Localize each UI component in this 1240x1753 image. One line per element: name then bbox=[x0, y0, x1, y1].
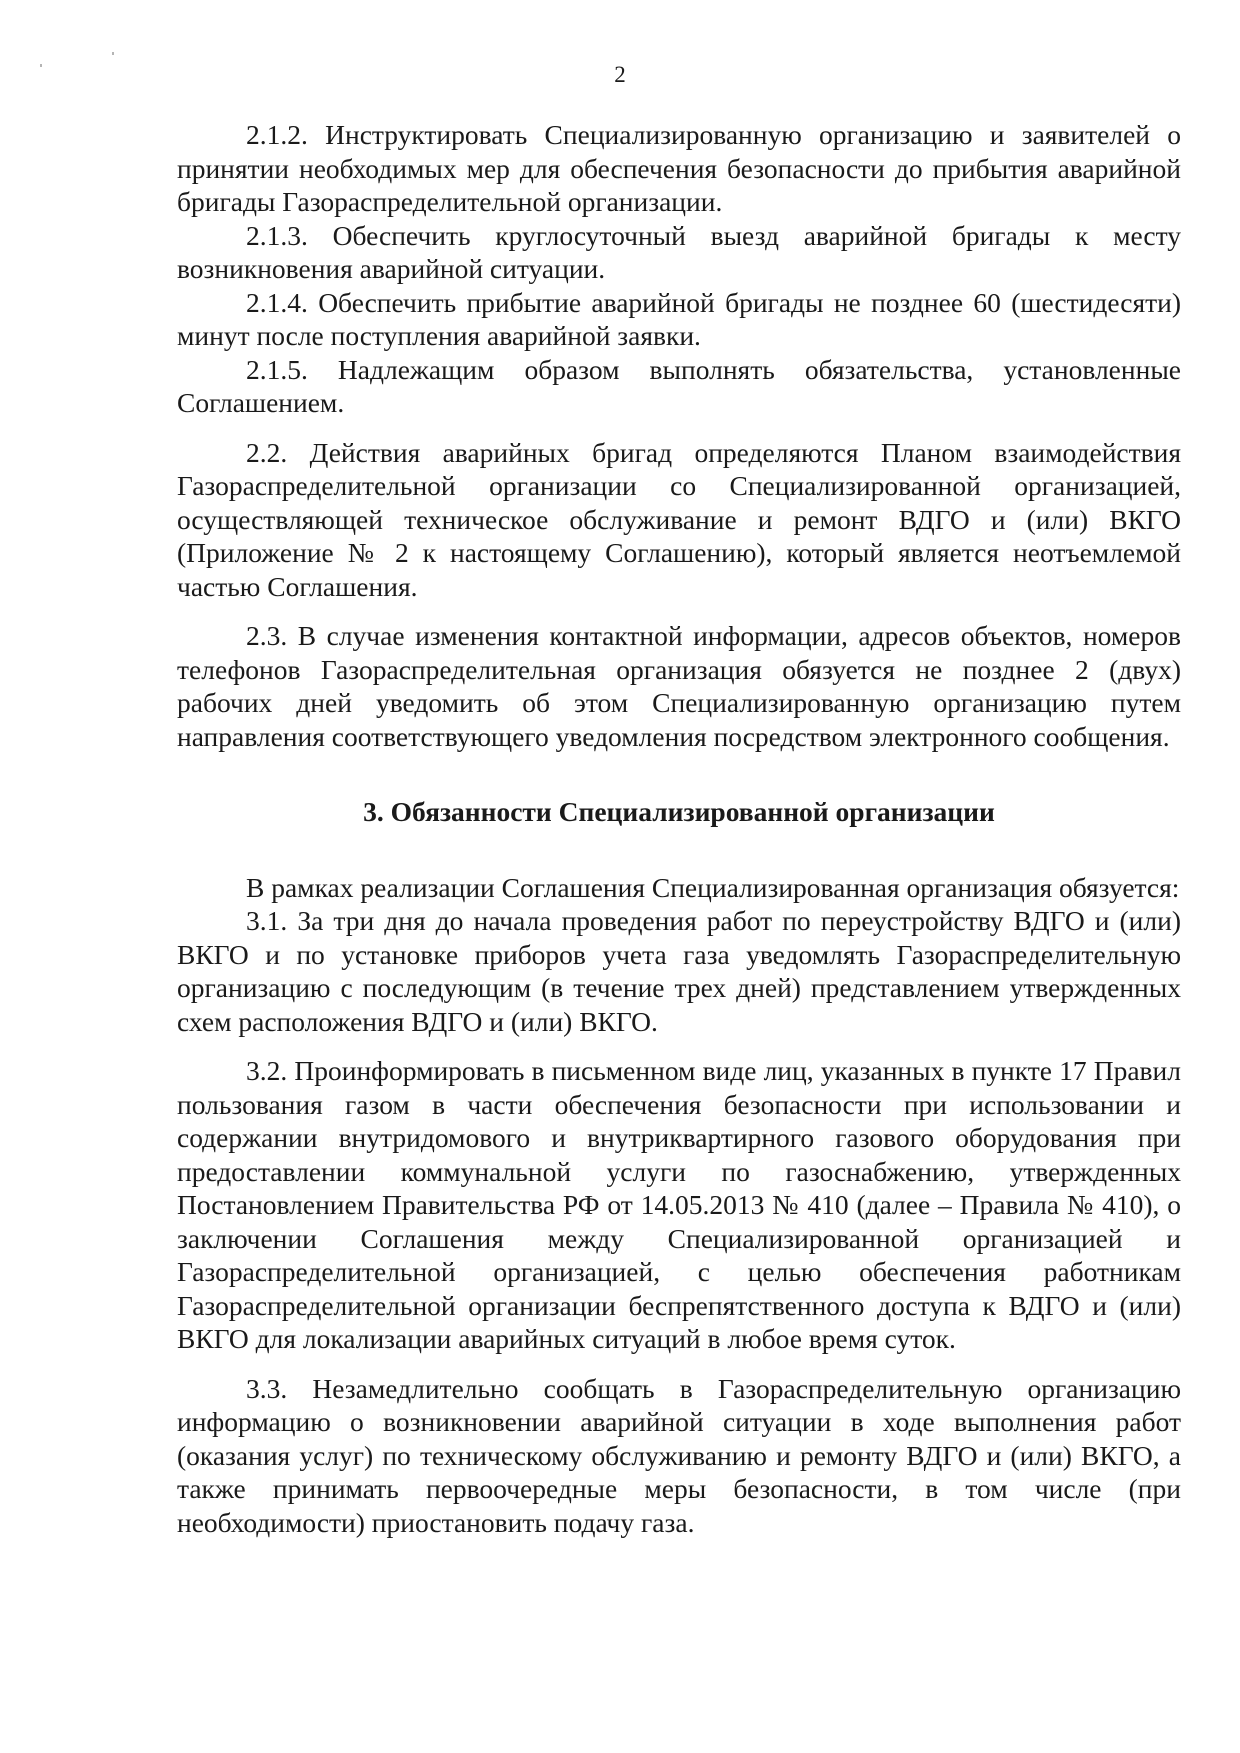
page-number: 2 bbox=[614, 62, 626, 87]
clause-2-1-3: 2.1.3. Обеспечить круглосуточный выезд аварийной бригады к месту возникновения аварийной ситуации. bbox=[177, 219, 1181, 284]
clause-2-1-4: 2.1.4. Обеспечить прибытие аварийной бригады не позднее 60 (шестидесяти) минут после поступления аварийной заявки. bbox=[177, 286, 1181, 351]
clause-2-3: 2.3. В случае изменения контактной информации, адресов объектов, номеров телефонов Газораспределительная организация обязуется не позднее 2 (двух) рабочих дней уведомить об этом Специализированную организацию путем направления соответствующего уведомления посредством электронного сообщения. bbox=[177, 620, 1181, 752]
clause-3-1: 3.1. За три дня до начала проведения работ по переустройству ВДГО и (или) ВКГО и по установке приборов учета газа уведомлять Газораспределительную организацию с последующим (в течение трех дней) представлением утвержденных схем расположения ВДГО и (или) ВКГО. bbox=[177, 905, 1181, 1037]
clause-2-1-5: 2.1.5. Надлежащим образом выполнять обязательства, установленные Соглашением. bbox=[177, 353, 1181, 418]
clause-3-2: 3.2. Проинформировать в письменном виде лиц, указанных в пункте 17 Правил пользования газом в части обеспечения безопасности при использовании и содержании внутридомового и внутриквартирного газового оборудования при предоставлении коммунальной услуги по газоснабжению, утвержденных Постановлением Правительства РФ от 14.05.2013 № 410 (далее – Правила № 410), о заключении Соглашения между Специализированной организацией и Газораспределительной организацией, с целью обеспечения работникам Газораспределительной организации беспрепятственного доступа к ВДГО и (или) ВКГО для локализации аварийных ситуаций в любое время суток. bbox=[177, 1055, 1181, 1354]
document-body bbox=[177, 118, 1181, 1539]
section-3-intro: В рамках реализации Соглашения Специализированная организация обязуется: bbox=[246, 871, 1180, 903]
clause-2-2: 2.2. Действия аварийных бригад определяются Планом взаимодействия Газораспределительной организации со Специализированной организацией, осуществляющей техническое обслуживание и ремонт ВДГО и (или) ВКГО (Приложение № 2 к настоящему Соглашению), который является неотъемлемой частью Соглашения. bbox=[177, 436, 1181, 602]
section-3-heading: 3. Обязанности Специализированной организации bbox=[363, 796, 995, 827]
clause-3-3: 3.3. Незамедлительно сообщать в Газораспределительную организацию информацию о возникновении аварийной ситуации в ходе выполнения работ (оказания услуг) по техническому обслуживанию и ремонту ВДГО и (или) ВКГО, а также принимать первоочередные меры безопасности, в том числе (при необходимости) приостановить подачу газа. bbox=[177, 1372, 1181, 1538]
clause-2-1-2: 2.1.2. Инструктировать Специализированную организацию и заявителей о принятии необходимых мер для обеспечения безопасности до прибытия аварийной бригады Газораспределительной организации. bbox=[177, 119, 1181, 217]
scan-artifact-mark bbox=[112, 52, 114, 55]
